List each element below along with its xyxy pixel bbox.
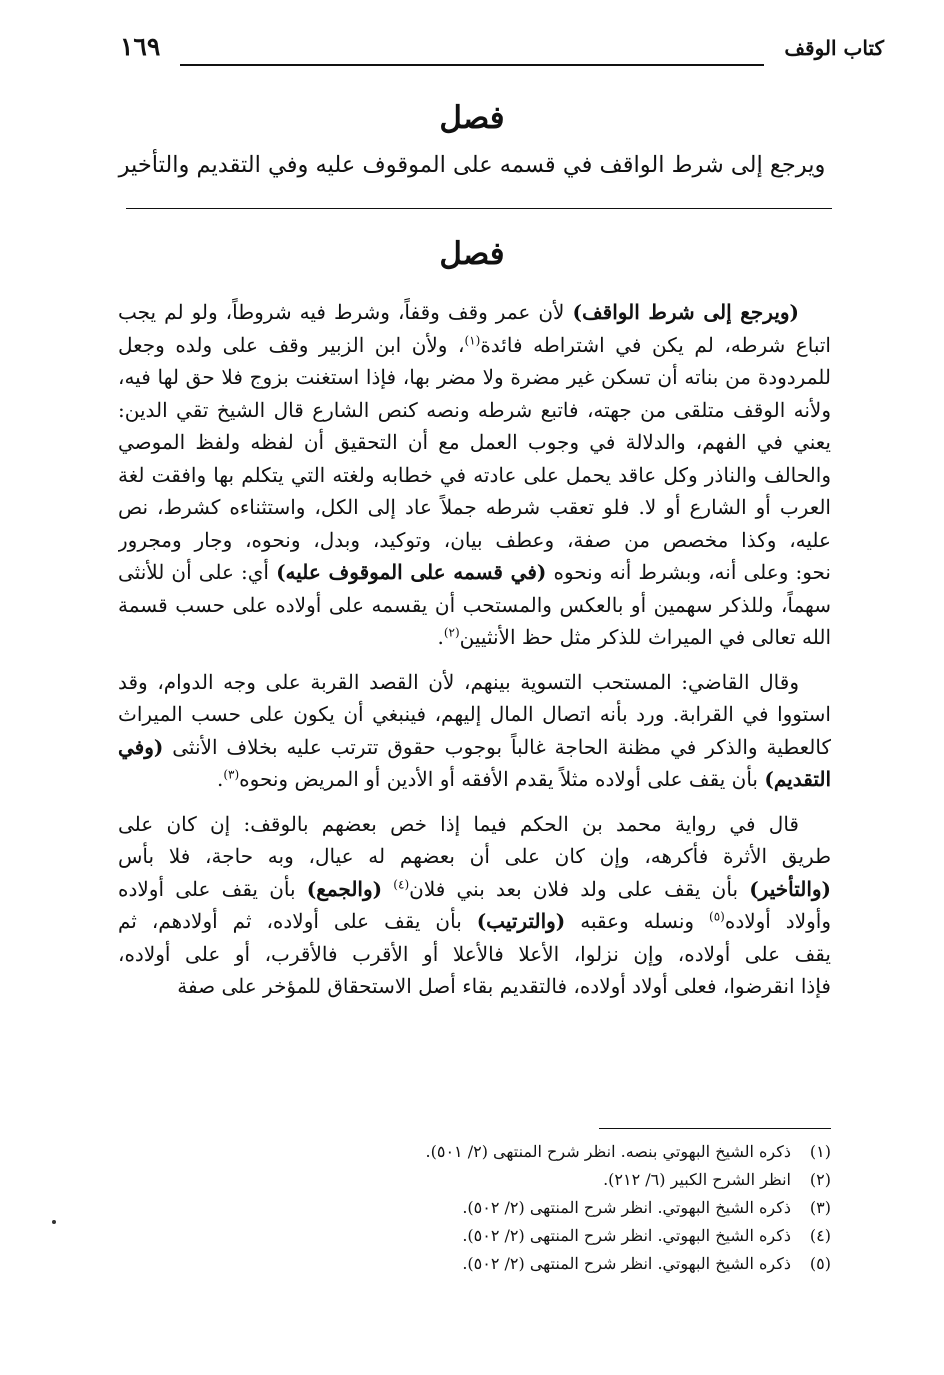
matn-section-title: فصل — [439, 100, 505, 136]
text-run: فإذا انقرضوا، فعلى أولاد أولاده، فالتقديم بقاء أصل الاستحقاق للمؤخر على صفة — [177, 974, 831, 998]
text-line — [118, 873, 831, 906]
footnote-item — [300, 1194, 831, 1222]
footnotes — [300, 1138, 831, 1278]
footnote-number: (٣) — [809, 1198, 831, 1217]
footnote-marker: (٤) — [393, 876, 410, 891]
header-rule — [180, 64, 764, 66]
stray-dot-mark — [52, 1220, 56, 1224]
footnote-text: ذكره الشيخ البهوتي. انظر شرح المنتهى (٢/ ٥٠٢). — [462, 1198, 791, 1217]
text-line — [118, 296, 831, 329]
running-header — [120, 30, 884, 70]
footnote-item — [300, 1222, 831, 1250]
text-run: لأن عمر وقف وقفاً، وشرط فيه شروطاً، ولو لم يجب — [118, 300, 573, 324]
text-run: وقال القاضي: المستحب التسوية بينهم، لأن القصد القربة على وجه الدوام، وقد — [118, 669, 799, 694]
text-run: للمردودة من بناته أن تسكن غير مضرة ولا مضر بها، فإذا استغنت بزوج فلا حق لها فيه، — [118, 365, 831, 389]
text-run: بأن يقف على أولاده — [118, 876, 307, 901]
footnote-number: (٥) — [809, 1254, 831, 1273]
text-run: والحالف والناذر وكل عاقد يحمل على عادته في خطابه ولغته التي يتكلم بها وافقت لغة — [118, 462, 831, 487]
matn-quote: التقديم) — [764, 767, 831, 791]
text-line — [118, 938, 831, 971]
matn-quote: (والتأخير) — [749, 876, 831, 901]
footnote-text: ذكره الشيخ البهوتي. انظر شرح المنتهى (٢/ ٥٠٢). — [462, 1226, 791, 1245]
book-title: كتاب الوقف — [784, 36, 884, 60]
text-line — [118, 329, 831, 362]
text-line — [118, 763, 831, 796]
text-line — [118, 491, 831, 524]
text-run: بأن يقف على أولاده، ثم أولادهم، ثم — [118, 909, 477, 933]
text-line — [118, 621, 831, 654]
footnote-item — [300, 1166, 831, 1194]
text-run: وأولاد أولاده — [724, 909, 831, 933]
text-line — [118, 361, 831, 394]
footnote-text: انظر الشرح الكبير (٦/ ٢١٢). — [603, 1170, 791, 1189]
footnote-number: (٤) — [809, 1226, 831, 1245]
sharh-section-title: فصل — [439, 236, 505, 272]
text-run: نحو: وعلى أنه، وبشرط أنه ونحوه — [546, 560, 831, 584]
footnote-number: (٢) — [809, 1170, 831, 1189]
text-run: اتباع شرطه، لم يكن في اشتراطه فائدة — [480, 332, 831, 357]
page-number: ١٦٩ — [120, 32, 161, 61]
text-run: أي: على أن للأنثى — [118, 560, 277, 584]
footnote-item — [300, 1138, 831, 1166]
text-line — [118, 905, 831, 938]
text-line — [118, 524, 831, 557]
text-run: عليه، وكذا مخصص من صفة، وعطف بيان، وتوكيد، وبدل، ونحوه، وجار ومجرور — [118, 527, 831, 552]
text-line — [118, 808, 831, 841]
footnote-rule — [599, 1128, 831, 1129]
text-run: طريق الأثرة فأكرهه، وإن كان على أن بعضهم له عيال، وبه حاجة، فلا بأس — [118, 844, 831, 868]
text-run: قال في رواية محمد بن الحكم فيما إذا خص بعضهم بالوقف: إن كان على — [118, 811, 799, 836]
paragraph-gap — [118, 796, 831, 808]
text-run: ، ولأن ابن الزبير وقف على ولده وجعل — [118, 332, 465, 357]
text-line — [118, 698, 831, 731]
text-run: . — [216, 767, 224, 791]
text-line — [118, 731, 831, 764]
matn-quote: (والترتيب) — [476, 909, 566, 933]
text-line — [118, 840, 831, 873]
matn-divider — [126, 208, 832, 209]
text-run: الله تعالى في الميراث للذكر مثل حظ الأنثيين — [459, 625, 831, 649]
text-line — [118, 459, 831, 492]
matn-quote: (في قسمه على الموقوف عليه) — [276, 560, 547, 584]
text-line — [118, 426, 831, 459]
footnote-marker: (٢) — [443, 625, 460, 640]
matn-text: ويرجع إلى شرط الواقف في قسمه على الموقوف عليه وفي التقديم والتأخير — [118, 152, 826, 178]
text-run: بأن يقف على أولاده مثلاً يقدم الأفقه أو الأدين أو المريض ونحوه — [239, 767, 765, 791]
text-run: ولأنه الوقف متلقى من جهته، فاتبع شرطه ونصه كنص الشارع قال الشيخ تقي الدين: — [118, 397, 831, 422]
text-run: يقف على أولاده، وإن نزلوا، الأعلا فالأعلا أو الأقرب فالأقرب، أو على أولاده، — [118, 941, 831, 966]
body-paragraph — [118, 666, 831, 796]
text-run: استووا في القرابة. ورد بأنه اتصال المال إليهم، فينبغي أن يكون على حسب الميراث — [118, 702, 831, 726]
text-line — [118, 666, 831, 699]
text-run: . — [437, 625, 444, 649]
footnote-text: ذكره الشيخ البهوتي. انظر شرح المنتهى (٢/ ٥٠٢). — [462, 1254, 791, 1273]
paragraph-gap — [118, 654, 831, 666]
text-run: يعني في الفهم، والدلالة في وجوب العمل مع أن التحقيق أن لفظه ولفظ الموصي — [118, 430, 831, 454]
text-run: كالعطية والذكر في مظنة الحاجة غالباً بوجوب حقوق تترتب عليه بخلاف الأنثى — [163, 734, 831, 759]
text-run: العرب أو الشارع أو لا. فلو تعقب شرطه جملاً عاد إلى الكل، واستثناءه كشرط، نص — [118, 495, 831, 519]
text-line — [118, 556, 831, 589]
text-run: سهماً، وللذكر سهمين أو بالعكس والمستحب أن يقسمه على أولاده على حسب قسمة — [118, 592, 831, 617]
footnote-text: ذكره الشيخ البهوتي بنصه. انظر شرح المنتهى (٢/ ٥٠١). — [425, 1142, 791, 1161]
text-run: ونسله وعقبه — [565, 909, 710, 933]
text-run — [382, 877, 393, 901]
footnote-number: (١) — [809, 1142, 831, 1161]
footnote-marker: (١) — [464, 332, 481, 347]
footnote-marker: (٥) — [709, 909, 725, 924]
text-line — [118, 970, 831, 1003]
text-line — [118, 394, 831, 427]
text-line — [118, 589, 831, 622]
body-paragraph — [118, 296, 831, 654]
text-run: بأن يقف على ولد فلان بعد بني فلان — [409, 876, 750, 901]
matn-quote: (ويرجع إلى شرط الواقف) — [572, 300, 800, 324]
footnote-marker: (٣) — [223, 767, 240, 782]
commentary-body — [118, 296, 831, 1003]
body-paragraph — [118, 808, 831, 1003]
matn-quote: (وفي — [118, 734, 164, 759]
footnote-item — [300, 1250, 831, 1278]
matn-quote: (والجمع) — [306, 876, 383, 901]
